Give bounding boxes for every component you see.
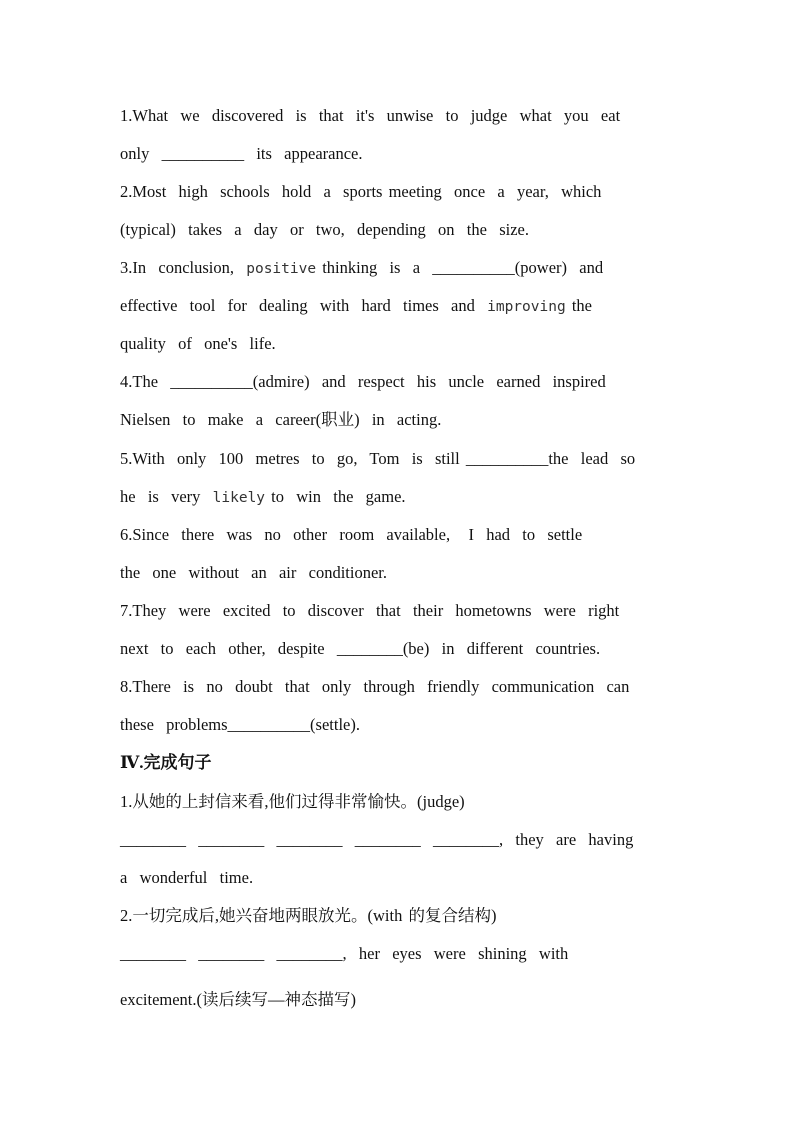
q5-text-a: he is very	[120, 487, 213, 506]
q3-line-1	[120, 258, 603, 279]
q3-word-positive: positive	[246, 261, 317, 277]
section-heading: Ⅳ.完成句子	[120, 753, 212, 772]
q6-line-2: the one without an air conditioner.	[120, 563, 387, 582]
q3-line-3: quality of one's life.	[120, 334, 276, 353]
q5-line-1: 5.With only 100 metres to go, Tom is still __________the lead so	[120, 449, 636, 468]
q5-word-likely: likely	[212, 490, 266, 506]
s1-answer-line-2: a wonderful time.	[120, 868, 254, 887]
q4-line-2: Nielsen to make a career(职业) in acting.	[120, 410, 442, 429]
s2-answer-line-2: excitement.(读后续写—神态描写)	[120, 990, 356, 1009]
q2-line-2: (typical) takes a day or two, depending on the size.	[120, 220, 529, 239]
s1-answer-line: ________ ________ ________ ________ ________, they are having	[120, 830, 634, 849]
q3-text-a: 3.In conclusion,	[120, 258, 247, 277]
q7-line-2: next to each other, despite ________(be) in different countries.	[120, 639, 601, 658]
q5-text-c: to win the game.	[265, 487, 406, 506]
q8-line-2: these problems__________(settle).	[120, 715, 360, 734]
q2-line-1: 2.Most high schools hold a sports meeting once a year, which	[120, 182, 602, 201]
q6-line-1: 6.Since there was no other room available, I had to settle	[120, 525, 583, 544]
q4-line-1: 4.The __________(admire) and respect his uncle earned inspired	[120, 372, 606, 391]
q3-text-c: thinking is a __________(power) and	[316, 258, 604, 277]
s2-prompt: 2.一切完成后,她兴奋地两眼放光。(with 的复合结构)	[120, 906, 497, 925]
q3-word-improving: improving	[487, 299, 566, 315]
q5-line-2	[120, 487, 406, 508]
q3-line-2	[120, 296, 592, 317]
s2-answer-line: ________ ________ ________, her eyes were shining with	[120, 944, 569, 963]
q7-line-1: 7.They were excited to discover that their hometowns were right	[120, 601, 620, 620]
q1-line-1: 1.What we discovered is that it's unwise to judge what you eat	[120, 106, 621, 125]
q3-line2-text-c: the	[565, 296, 592, 315]
q3-line2-text-a: effective tool for dealing with hard times and	[120, 296, 488, 315]
q8-line-1: 8.There is no doubt that only through friendly communication can	[120, 677, 630, 696]
s1-prompt: 1.从她的上封信来看,他们过得非常愉快。(judge)	[120, 792, 465, 811]
q1-line-2: only __________ its appearance.	[120, 144, 363, 163]
